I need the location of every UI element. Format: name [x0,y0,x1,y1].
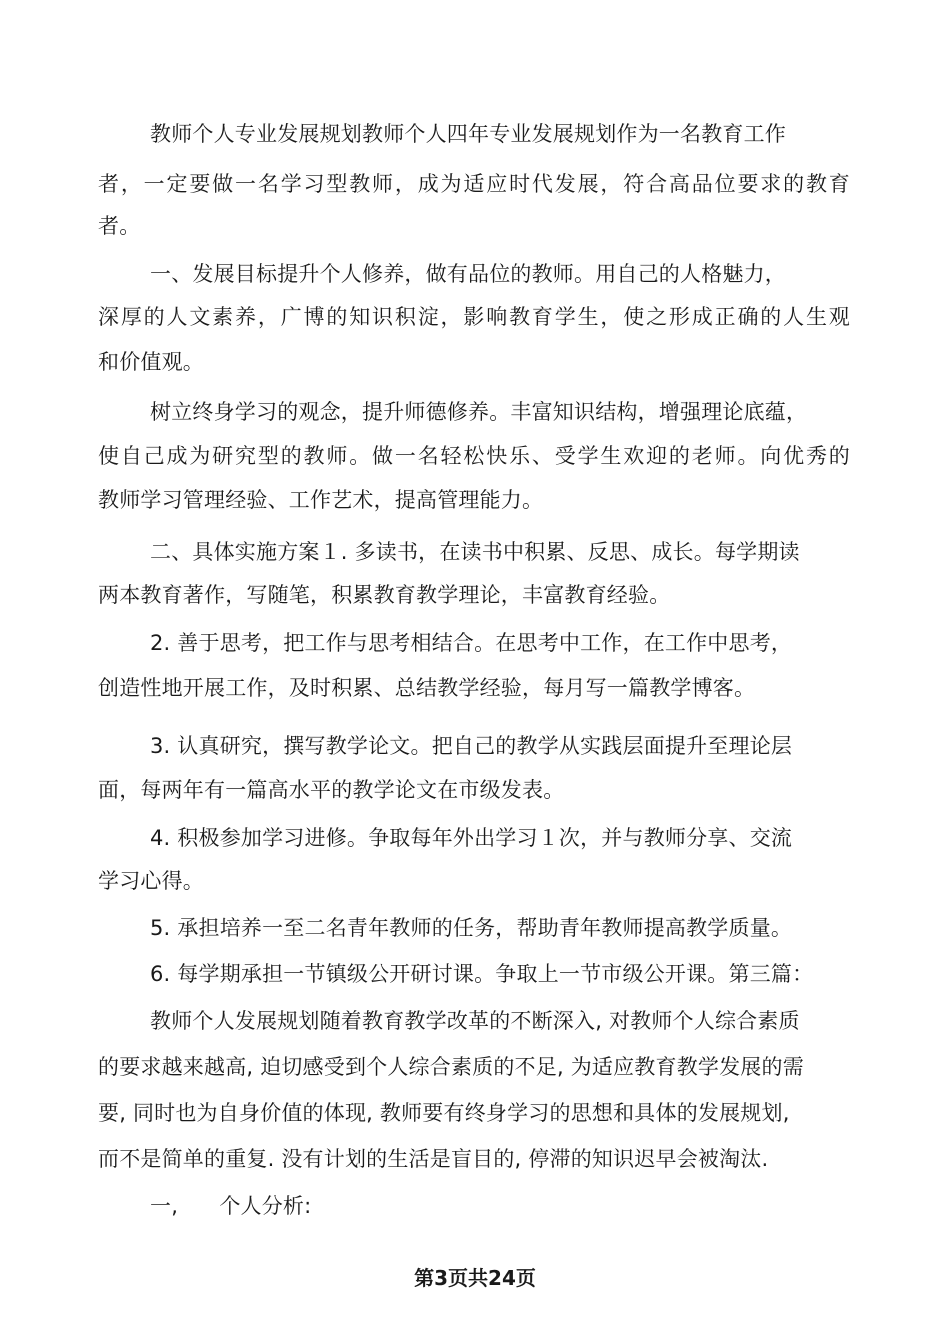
paragraph-3-line-1: 树立终身学习的观念，提升师德修养。丰富知识结构，增强理论底蕴， [150,400,808,424]
paragraph-2-line-2: 深厚的人文素养，广博的知识积淀，影响教育学生，使之形成正确的人生观 [98,305,850,329]
paragraph-3-line-3: 教师学习管理经验、工作艺术，提高管理能力。 [98,488,544,512]
paragraph-5-line-2: 创造性地开展工作，及时积累、总结教学经验，每月写一篇教学博客。 [98,676,756,700]
paragraph-10-line-3: 要, 同时也为自身价值的体现, 教师要有终身学习的思想和具体的发展规划, [98,1101,790,1125]
page-number-footer: 第3页共24页 [414,1266,536,1290]
paragraph-2-line-1: 一、发展目标提升个人修养，做有品位的教师。用自己的人格魅力， [150,262,786,286]
paragraph-7-line-2: 学习心得。 [98,869,204,893]
paragraph-10-line-4: 而不是简单的重复. 没有计划的生活是盲目的, 停滞的知识迟早会被淘汰. [98,1147,769,1171]
paragraph-3-line-2: 使自己成为研究型的教师。做一名轻松快乐、受学生欢迎的老师。向优秀的 [98,444,850,468]
paragraph-10-line-1: 教师个人发展规划随着教育教学改革的不断深入, 对教师个人综合素质 [150,1009,800,1033]
paragraph-6-line-1: 3. 认真研究，撰写教学论文。把自己的教学从实践层面提升至理论层 [150,734,793,758]
paragraph-4-line-2: 两本教育著作，写随笔，积累教育教学理论，丰富教育经验。 [98,583,671,607]
paragraph-6-line-2: 面，每两年有一篇高水平的教学论文在市级发表。 [98,778,565,802]
paragraph-5-line-1: 2. 善于思考，把工作与思考相结合。在思考中工作，在工作中思考， [150,631,793,655]
paragraph-7-line-1: 4. 积极参加学习进修。争取每年外出学习１次，并与教师分享、交流 [150,826,793,850]
paragraph-1-line-3: 者。 [98,214,141,238]
paragraph-4-line-1: 二、具体实施方案１. 多读书，在读书中积累、反思、成长。每学期读 [150,540,800,564]
paragraph-1-line-2: 者，一定要做一名学习型教师，成为适应时代发展，符合高品位要求的教育 [98,172,850,196]
paragraph-10-line-2: 的要求越来越高, 迫切感受到个人综合素质的不足, 为适应教育教学发展的需 [98,1055,804,1079]
paragraph-2-line-3: 和价值观。 [98,350,204,374]
paragraph-9-line-1: 6. 每学期承担一节镇级公开研讨课。争取上一节市级公开课。第三篇： [150,962,814,986]
paragraph-8-line-1: 5. 承担培养一至二名青年教师的任务，帮助青年教师提高教学质量。 [150,916,793,940]
paragraph-11-line-1: 一, 个人分析: [150,1194,312,1218]
paragraph-1-line-1: 教师个人专业发展规划教师个人四年专业发展规划作为一名教育工作 [150,122,786,146]
